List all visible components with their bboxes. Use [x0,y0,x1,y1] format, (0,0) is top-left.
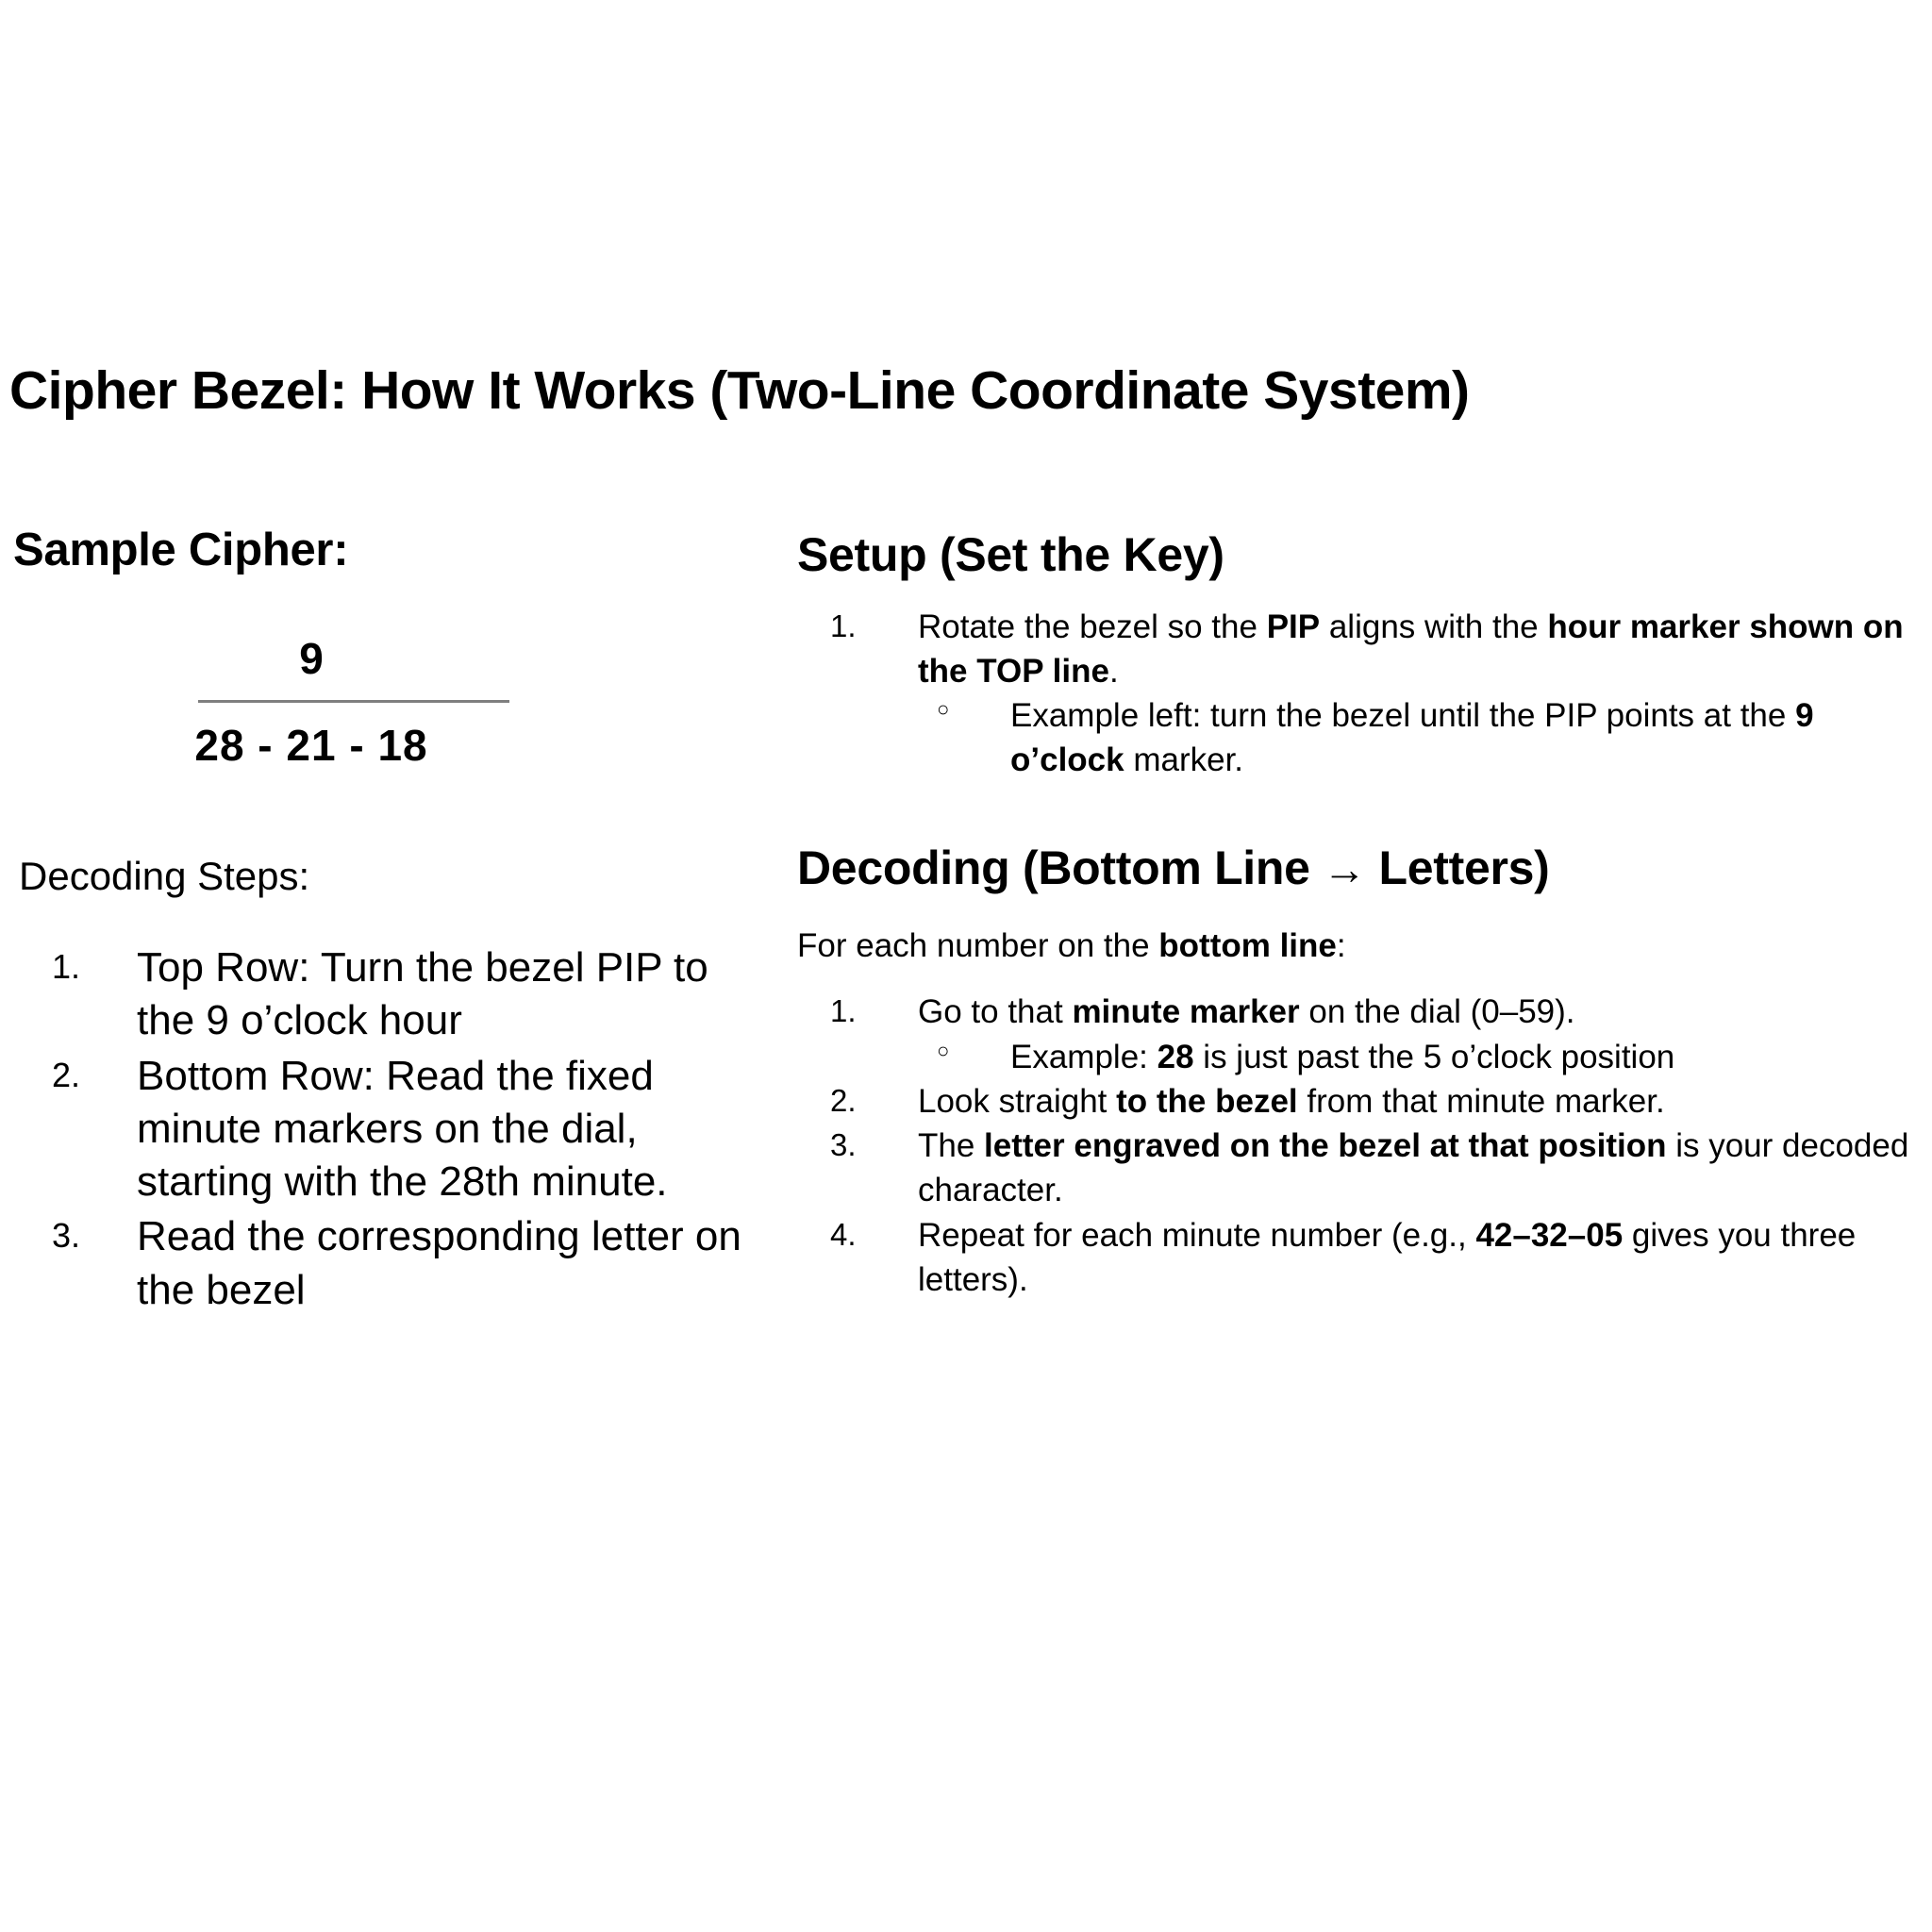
list-item [797,605,1929,783]
dec-item4-bold: 42–32–05 [1475,1216,1624,1254]
decoding-list [797,990,1929,1302]
dec-item2-b: from that minute marker. [1297,1082,1665,1120]
sample-cipher-heading: Sample Cipher: [13,525,349,575]
setup-item1-bold-pip: PIP [1266,608,1321,645]
setup-list [797,605,1929,783]
dec-item2-bold: to the bezel [1116,1082,1298,1120]
decoding-lead-bold: bottom line [1158,927,1337,964]
decoding-heading-pre: Decoding (Bottom Line [797,841,1324,894]
list-item [918,693,1929,783]
sample-cipher-display [0,635,509,769]
dec-item4-a: Repeat for each minute number (e.g., [918,1216,1476,1254]
decoding-lead-a: For each number on the [797,927,1159,964]
dec-item1-a: Go to that [918,993,1073,1031]
setup-sub-list [918,693,1929,783]
decoding-sub-list [918,1035,1929,1079]
cipher-divider-rule [198,700,509,703]
dec-sub1-a: Example: [1010,1038,1158,1075]
right-column [797,528,1929,1302]
dec-sub1-bold: 28 [1157,1038,1194,1075]
setup-sub1-bold-oclock: 9 o’clock [1010,697,1814,779]
setup-sub1-text-b: marker. [1124,741,1244,779]
decoding-steps-list [0,941,755,1317]
cipher-top-line: 9 [299,634,324,684]
list-item [797,1213,1929,1303]
decoding-heading-post: Letters) [1365,841,1550,894]
dec-item3-b: is your decoded character. [918,1127,1909,1209]
page-title: Cipher Bezel: How It Works (Two-Line Coordinate System) [9,360,1470,421]
dec-item4-b: gives you three letters). [918,1216,1857,1298]
list-item: Top Row: Turn the bezel PIP to the 9 o’clock hour [137,943,708,1044]
setup-sub1-text-a: Example left: turn the bezel until the PIP points at the [1010,697,1796,734]
dec-sub1-b: is just past the 5 o’clock position [1193,1038,1675,1075]
dec-item1-b: on the dial (0–59). [1299,993,1575,1031]
list-item [918,1035,1929,1079]
dec-item3-a: The [918,1127,985,1164]
list-item: Bottom Row: Read the fixed minute markers on the dial, starting with the 28th minute. [137,1052,668,1206]
setup-item1-text-c: . [1108,652,1119,690]
cipher-bottom-line: 28 - 21 - 18 [194,720,428,770]
decoding-heading [797,841,1929,896]
list-item [797,1079,1929,1124]
dec-item3-bold: letter engraved on the bezel at that position [984,1127,1667,1164]
setup-item1-text-a: Rotate the bezel so the [918,608,1267,645]
right-arrow-icon: → [1323,843,1366,893]
decoding-lead-b: : [1336,927,1346,964]
setup-item1-bold-hourmarker: hour marker shown on the TOP line [918,608,1904,690]
dec-item2-a: Look straight [918,1082,1117,1120]
left-column [0,524,755,1319]
setup-item1-text-b: aligns with the [1320,608,1548,645]
dec-item1-bold: minute marker [1072,993,1300,1031]
decoding-lead-text [797,924,1929,968]
list-item: Read the corresponding letter on the bezel [137,1213,741,1313]
decoding-steps-label: Decoding Steps: [19,853,310,898]
list-item [797,1124,1929,1213]
list-item [797,990,1929,1079]
setup-heading: Setup (Set the Key) [797,528,1224,581]
